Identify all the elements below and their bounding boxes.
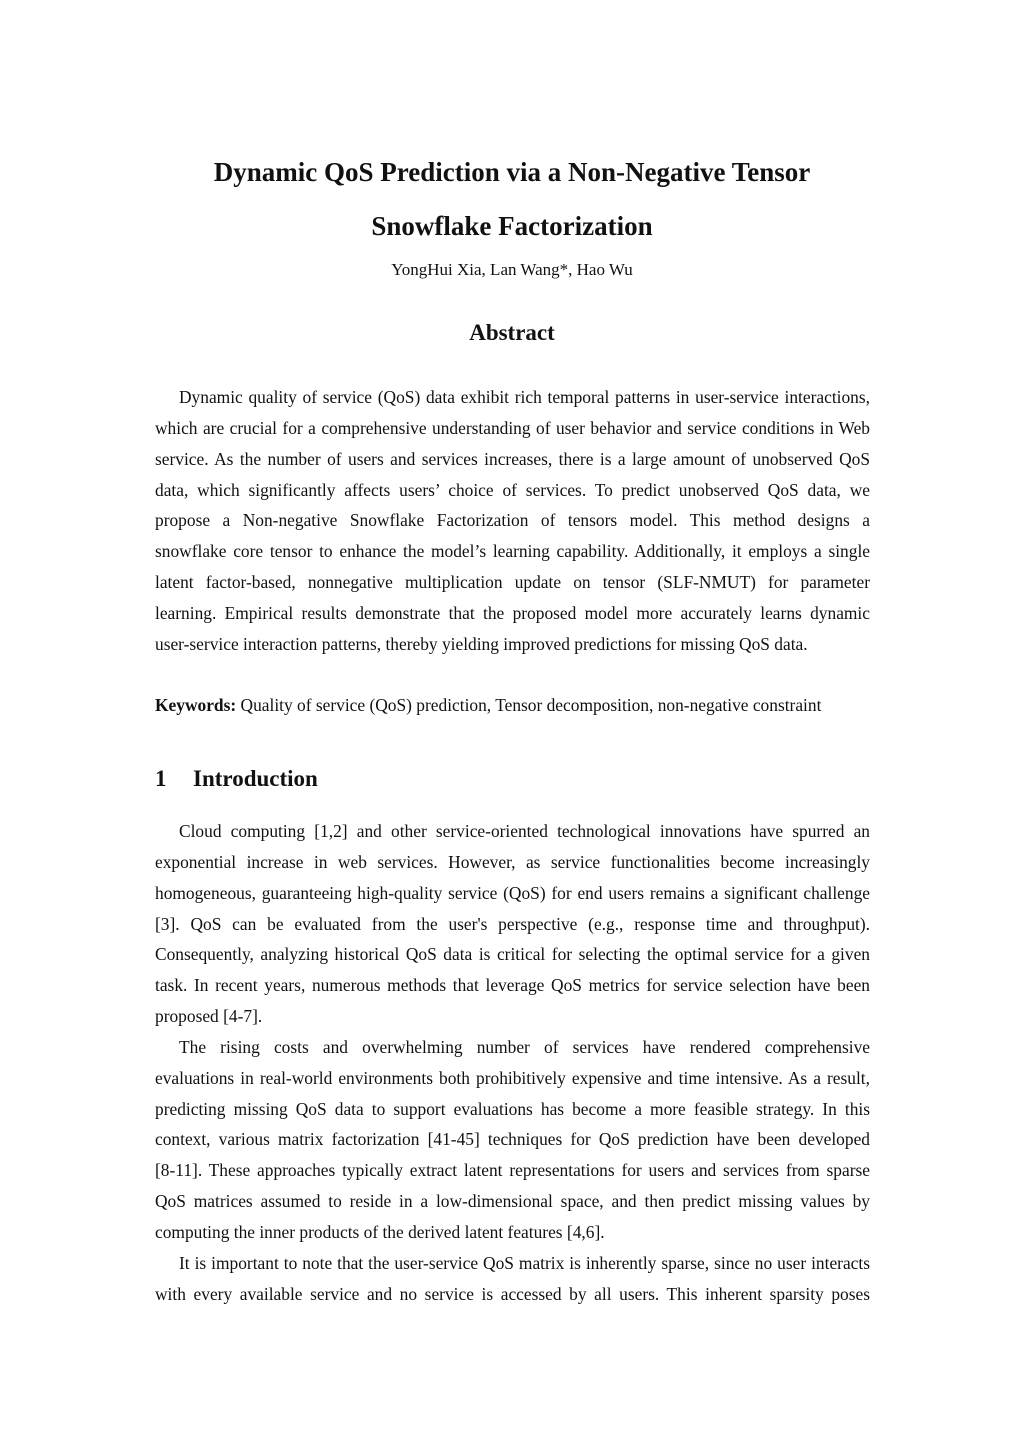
text-line: computing the inner products of the derived latent features [4,6]. (155, 1221, 605, 1242)
text-line: learning. Empirical results demonstrate that the proposed model more accurately learns dynamic (155, 602, 870, 623)
text-line: predicting missing QoS data to support evaluations has become a more feasible strategy. In this (155, 1098, 870, 1119)
text-line: which are crucial for a comprehensive understanding of user behavior and service conditions in Web (155, 417, 870, 438)
paper-title-line-2: Snowflake Factorization (371, 211, 653, 241)
text-line: data, which significantly affects users’ choice of services. To predict unobserved QoS data, we (155, 479, 870, 500)
paper-title-line-1: Dynamic QoS Prediction via a Non-Negative Tensor (213, 157, 811, 187)
keywords-text: Quality of service (QoS) prediction, Tensor decomposition, non-negative constraint (240, 695, 822, 715)
introduction-body (155, 816, 870, 1310)
text-line: task. In recent years, numerous methods that leverage QoS metrics for service selection have been (155, 975, 870, 996)
paragraph (155, 1248, 870, 1310)
paragraph (155, 1032, 870, 1248)
keywords-label: Keywords: (155, 695, 237, 715)
authors: YongHui Xia, Lan Wang*, Hao Wu (391, 260, 633, 279)
keywords (155, 690, 870, 720)
text-line: QoS matrices assumed to reside in a low-dimensional space, and then predict missing values by (155, 1191, 870, 1212)
text-line: [8-11]. These approaches typically extract latent representations for users and services from sparse (155, 1160, 870, 1181)
text-line: propose a Non-negative Snowflake Factorization of tensors model. This method designs a (155, 510, 870, 531)
section-heading (155, 765, 318, 793)
text-line: It is important to note that the user-service QoS matrix is inherently sparse, since no user interacts (179, 1252, 870, 1273)
text-line: exponential increase in web services. However, as service functionalities become increasingly (155, 851, 870, 872)
text-line: evaluations in real-world environments both prohibitively expensive and time intensive. As a result, (155, 1067, 870, 1088)
section-number: 1 (155, 766, 167, 791)
text-line: proposed [4-7]. (155, 1006, 263, 1027)
text-line: latent factor-based, nonnegative multiplication update on tensor (SLF-NMUT) for parameter (155, 572, 870, 593)
section-title: Introduction (193, 766, 318, 791)
text-line: with every available service and no service is accessed by all users. This inherent sparsity poses (155, 1283, 870, 1304)
text-line: The rising costs and overwhelming number of services have rendered comprehensive (179, 1036, 870, 1057)
text-line: Consequently, analyzing historical QoS data is critical for selecting the optimal service for a given (155, 944, 870, 965)
abstract-body (155, 382, 870, 660)
abstract-heading: Abstract (469, 320, 555, 345)
text-line: Cloud computing [1,2] and other service-oriented technological innovations have spurred an (179, 821, 870, 841)
text-line: Dynamic quality of service (QoS) data exhibit rich temporal patterns in user-service interactions, (179, 387, 870, 407)
text-line: user-service interaction patterns, thereby yielding improved predictions for missing QoS data. (155, 633, 808, 654)
text-line: [3]. QoS can be evaluated from the user's perspective (e.g., response time and throughput). (155, 913, 870, 934)
paragraph (155, 816, 870, 1032)
text-line: context, various matrix factorization [41-45] techniques for QoS prediction have been developed (155, 1129, 870, 1150)
text-line: snowflake core tensor to enhance the model’s learning capability. Additionally, it employs a single (155, 541, 870, 562)
text-line: service. As the number of users and services increases, there is a large amount of unobserved QoS (155, 448, 870, 469)
text-line: homogeneous, guaranteeing high-quality service (QoS) for end users remains a significant challenge (155, 882, 870, 903)
